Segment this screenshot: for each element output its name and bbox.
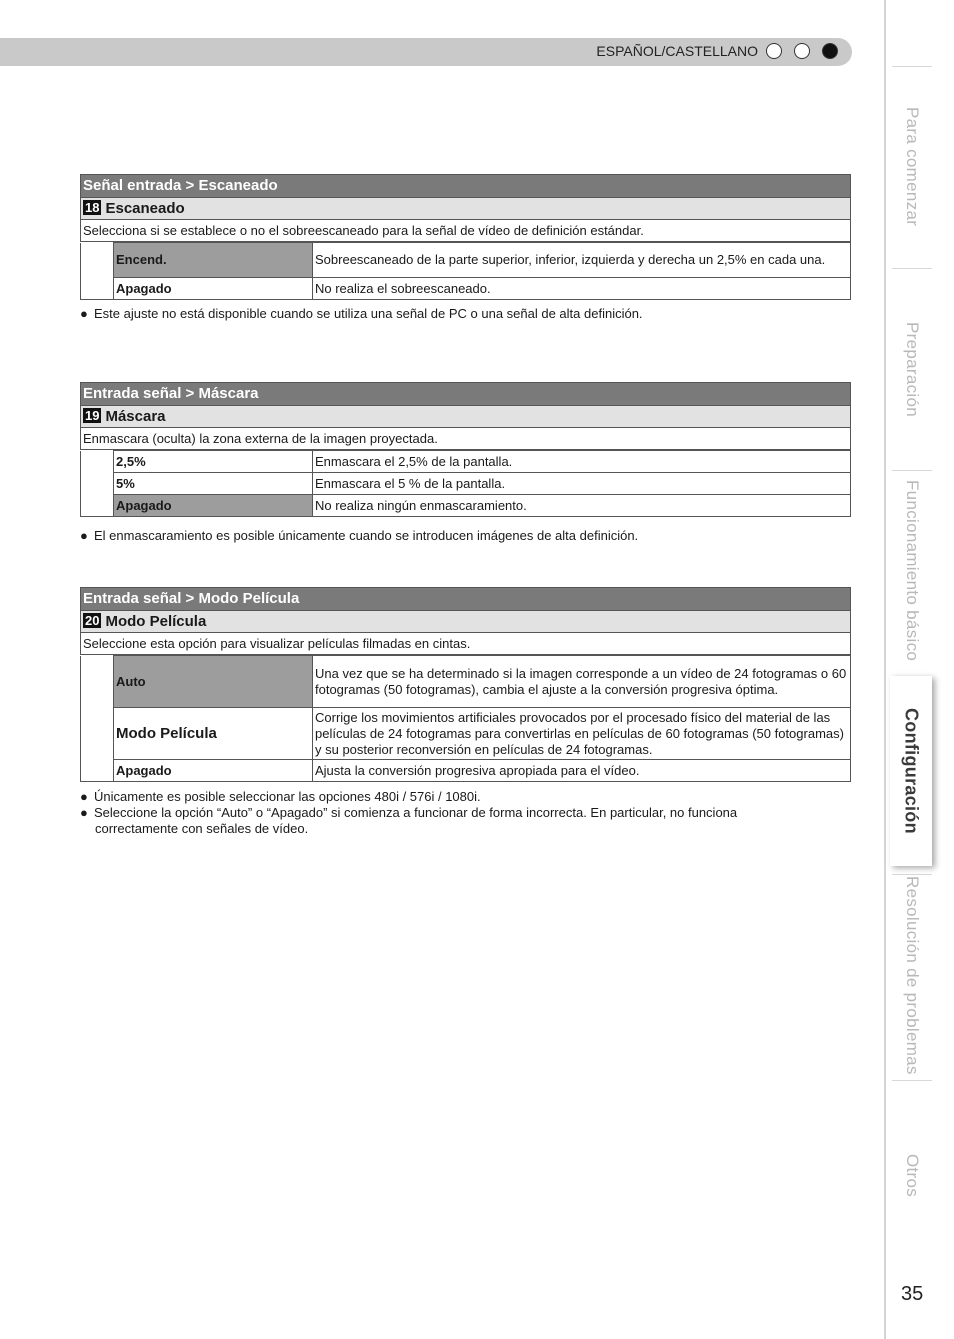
option-name: Apagado	[114, 278, 313, 300]
indicator-dot-3	[822, 43, 838, 59]
indent-cell	[81, 656, 114, 782]
section-modo-pelicula	[80, 587, 851, 782]
setting-name: Modo Película	[105, 613, 207, 630]
bullet-icon: ●	[80, 805, 88, 820]
note	[80, 306, 840, 322]
setting-number: 18	[85, 200, 100, 215]
tab-label: Funcionamiento básico	[903, 480, 922, 662]
tab-label: Preparación	[903, 321, 922, 417]
option-value: No realiza ningún enmascaramiento.	[313, 495, 851, 517]
section-escaneado	[80, 174, 851, 300]
tab-label: Resolución de problemas	[903, 875, 922, 1075]
note-text: Seleccione la opción “Auto” o “Apagado” si comienza a funcionar de forma incorrecta. En particular, no funciona	[94, 805, 738, 820]
note-text: Únicamente es posible seleccionar las opciones 480i / 576i / 1080i.	[94, 789, 481, 804]
header-bar	[0, 38, 852, 66]
indicator-dot-1	[766, 43, 782, 59]
option-value: Enmascara el 5 % de la pantalla.	[313, 473, 851, 495]
section-header: Entrada señal > Máscara	[80, 382, 851, 406]
setting-description: Selecciona si se establece o no el sobreescaneado para la señal de vídeo de definición estándar.	[80, 220, 851, 242]
indent-cell	[81, 243, 114, 300]
note-text: El enmascaramiento es posible únicamente cuando se introducen imágenes de alta definición.	[94, 528, 639, 543]
option-name: Modo Película	[114, 708, 313, 760]
note-continuation: correctamente con señales de vídeo.	[95, 821, 309, 836]
bullet-icon: ●	[80, 528, 88, 543]
table-row	[81, 278, 851, 300]
indent-cell	[81, 451, 114, 517]
table-row	[81, 473, 851, 495]
section-header: Entrada señal > Modo Película	[80, 587, 851, 611]
setting-description: Seleccione esta opción para visualizar películas filmadas en cintas.	[80, 633, 851, 655]
page-number: 35	[901, 1283, 924, 1305]
section-mascara	[80, 382, 851, 517]
tab-label: Otros	[903, 1154, 922, 1198]
option-value: No realiza el sobreescaneado.	[313, 278, 851, 300]
option-name: Encend.	[114, 243, 313, 278]
note	[80, 528, 840, 544]
table-row	[81, 656, 851, 708]
option-name: Apagado	[114, 495, 313, 517]
tab-label: Para comenzar	[903, 107, 922, 227]
table-row	[81, 760, 851, 782]
setting-title	[80, 611, 851, 633]
section-header: Señal entrada > Escaneado	[80, 174, 851, 198]
tab-funcionamiento-basico[interactable]	[892, 470, 932, 671]
bullet-icon: ●	[80, 306, 88, 321]
option-value: Corrige los movimientos artificiales provocados por el procesado físico del material de las películas de 24 fotogramas para convertirlas en películas de 60 fotogramas (50 fotogramas) y su posterior reconversión en películas de 24 fotogramas.	[313, 708, 851, 760]
table-row	[81, 451, 851, 473]
option-value: Ajusta la conversión progresiva apropiada para el vídeo.	[313, 760, 851, 782]
tab-para-comenzar[interactable]	[892, 66, 932, 267]
option-value: Una vez que se ha determinado si la imagen corresponde a un vídeo de 24 fotogramas o 60 fotogramas (50 fotogramas), cambia el ajuste a la conversión progresiva óptima.	[313, 656, 851, 708]
options-table	[80, 655, 851, 782]
bullet-icon: ●	[80, 789, 88, 804]
setting-title	[80, 198, 851, 220]
chapter-sidebar	[884, 0, 954, 1339]
setting-description: Enmascara (oculta) la zona externa de la imagen proyectada.	[80, 428, 851, 450]
table-row	[81, 243, 851, 278]
tab-label: Configuración	[901, 708, 922, 834]
note	[80, 805, 840, 821]
setting-name: Máscara	[105, 408, 166, 425]
setting-name: Escaneado	[105, 200, 185, 217]
note-text: Este ajuste no está disponible cuando se utiliza una señal de PC o una señal de alta definición.	[94, 306, 643, 321]
table-row	[81, 708, 851, 760]
tab-configuracion[interactable]	[890, 676, 932, 866]
option-name: 2,5%	[114, 451, 313, 473]
options-table	[80, 450, 851, 517]
tab-otros[interactable]	[892, 1080, 932, 1271]
option-name: Apagado	[114, 760, 313, 782]
tab-resolucion-de-problemas[interactable]	[892, 874, 932, 1075]
language-label: ESPAÑOL/CASTELLANO	[596, 43, 758, 59]
indicator-dot-2	[794, 43, 810, 59]
tab-preparacion[interactable]	[892, 268, 932, 469]
options-table	[80, 242, 851, 300]
option-value: Sobreescaneado de la parte superior, inferior, izquierda y derecha un 2,5% en cada una.	[313, 243, 851, 278]
setting-title	[80, 406, 851, 428]
option-name: Auto	[114, 656, 313, 708]
table-row	[81, 495, 851, 517]
setting-number: 20	[85, 613, 100, 628]
note	[80, 789, 840, 805]
option-value: Enmascara el 2,5% de la pantalla.	[313, 451, 851, 473]
option-name: 5%	[114, 473, 313, 495]
setting-number: 19	[85, 408, 100, 423]
notes-list	[80, 789, 840, 837]
